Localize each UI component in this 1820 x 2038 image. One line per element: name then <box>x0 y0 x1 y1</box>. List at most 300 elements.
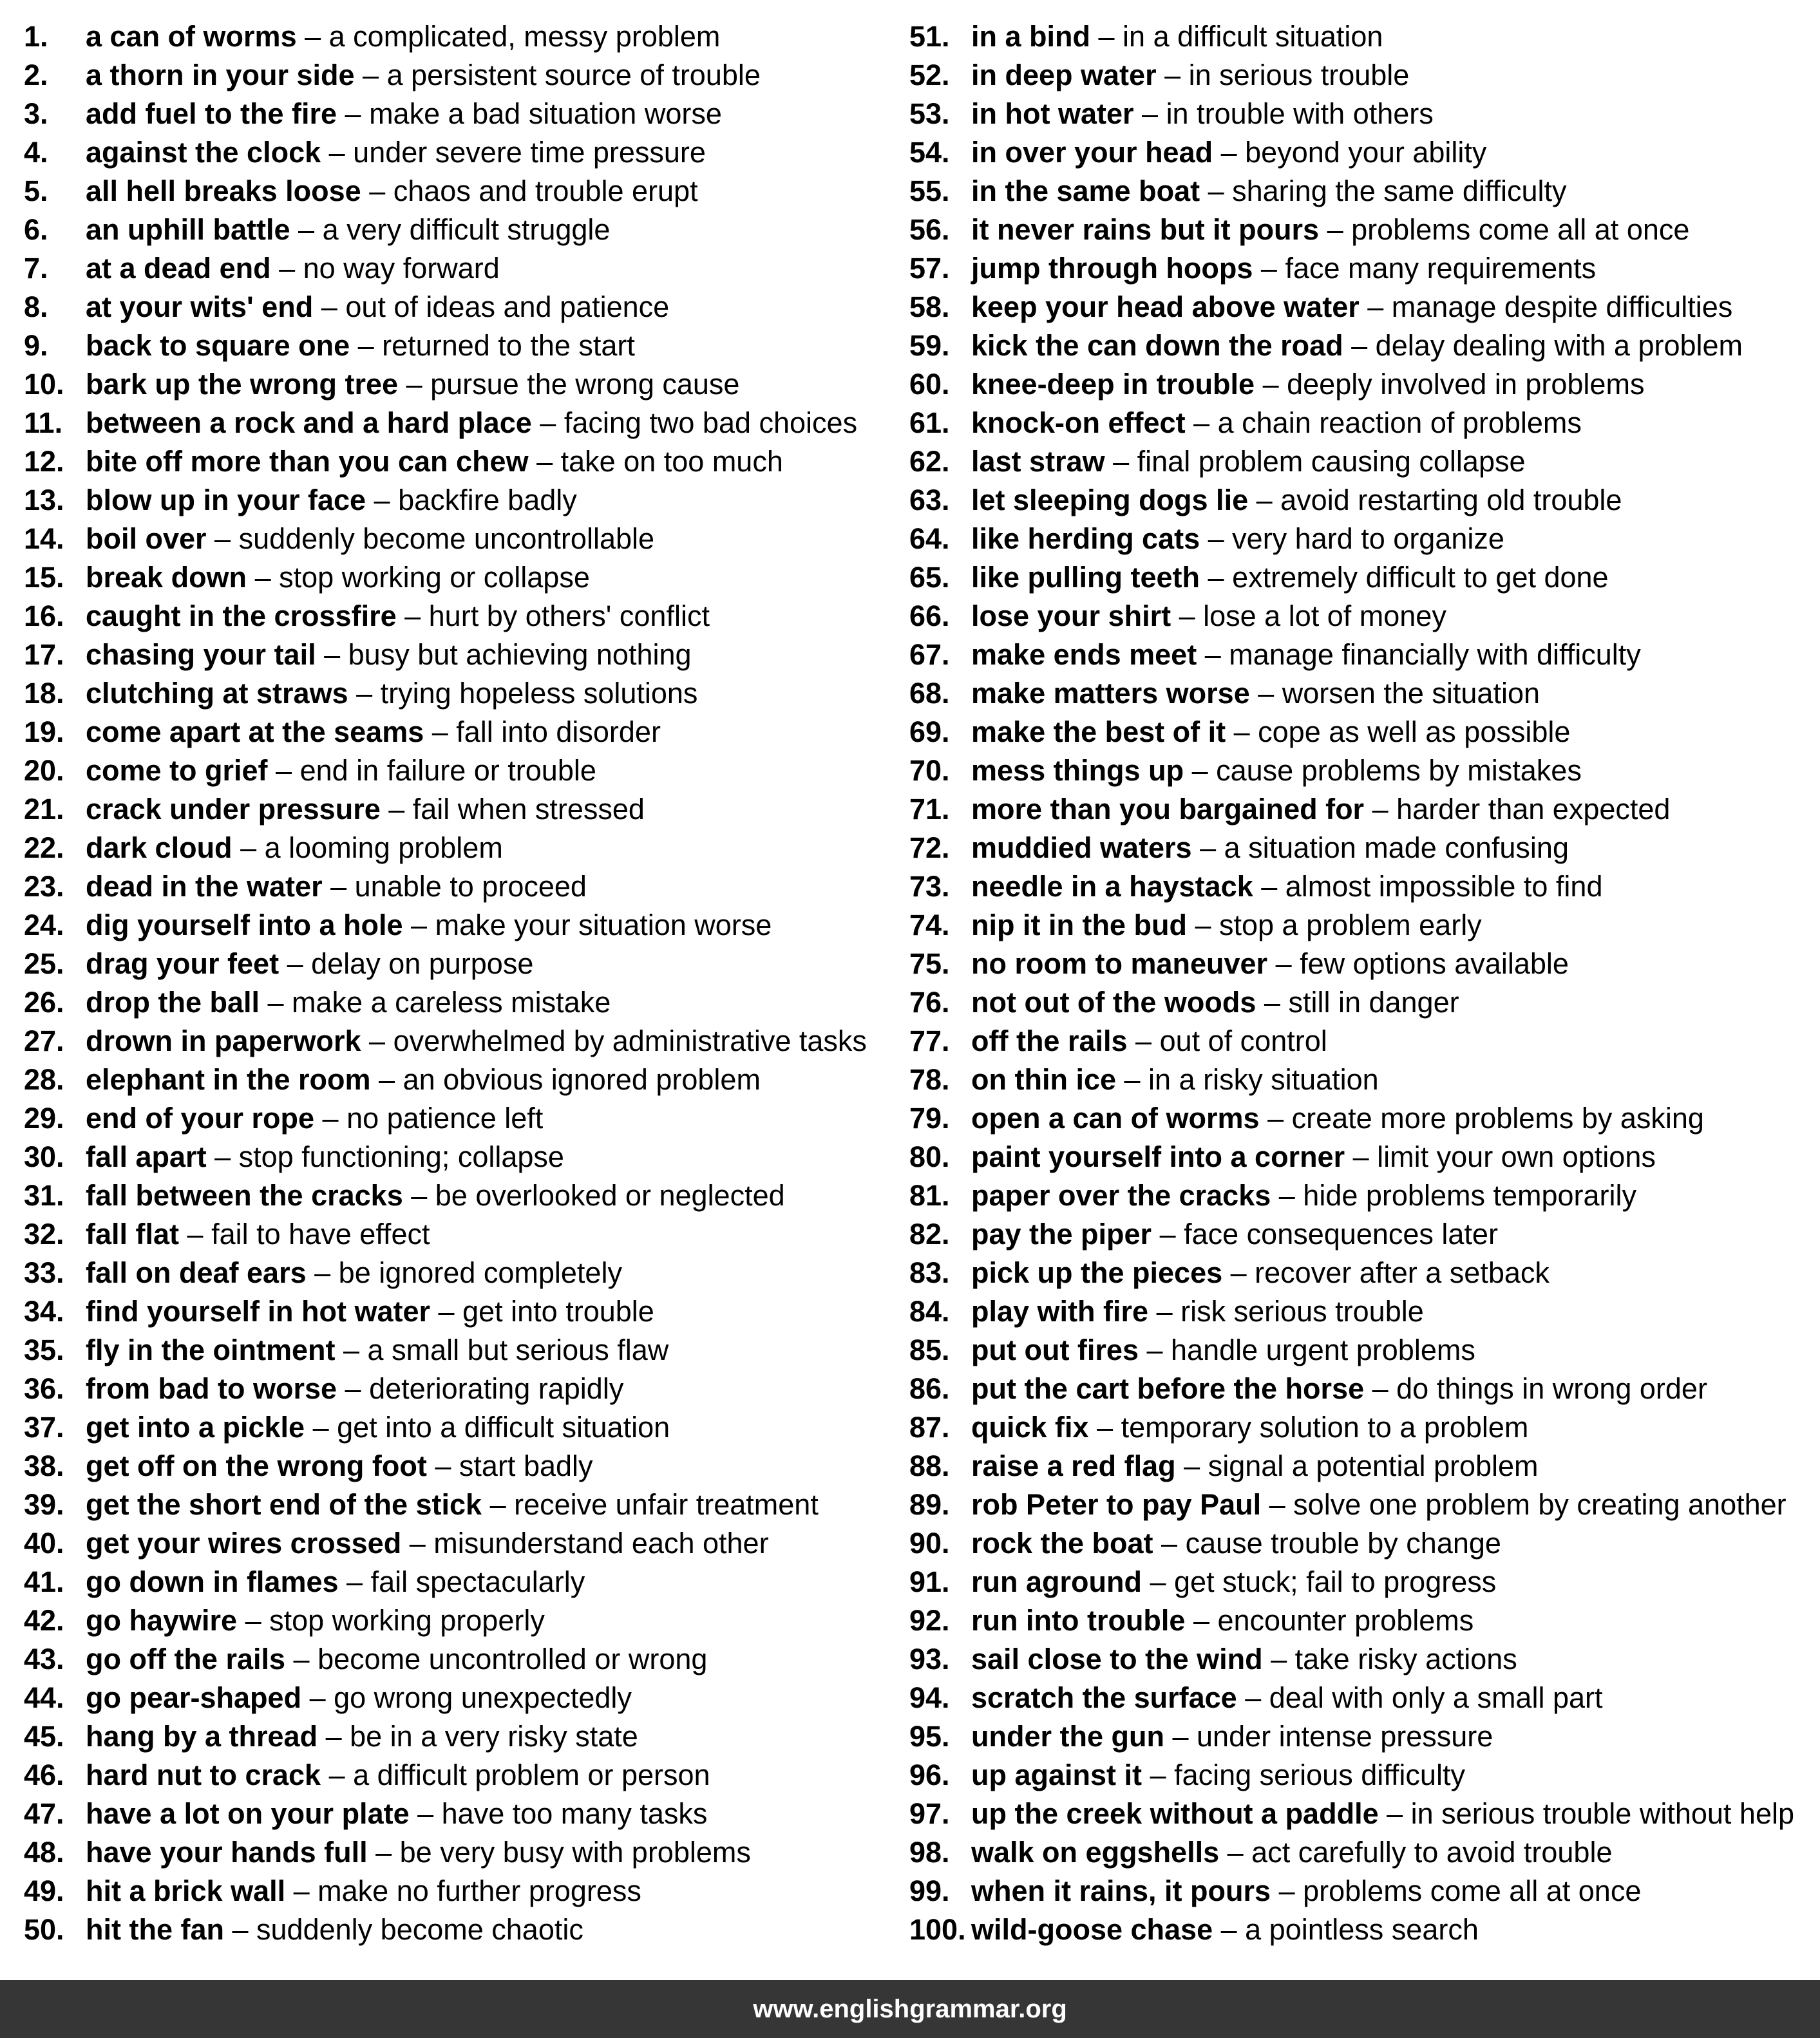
item-text <box>86 17 720 56</box>
idiom-phrase: come apart at the seams <box>86 715 424 748</box>
separator-dash: – <box>1343 329 1376 362</box>
item-text <box>971 442 1526 481</box>
separator-dash: – <box>1186 909 1219 941</box>
item-text <box>971 674 1540 713</box>
item-number: 87. <box>909 1411 950 1444</box>
separator-dash: – <box>316 638 348 671</box>
item-text <box>971 597 1446 636</box>
idiom-meaning: in trouble with others <box>1166 97 1434 130</box>
idiom-meaning: facing serious difficulty <box>1174 1759 1465 1791</box>
item-number: 45. <box>24 1720 64 1753</box>
item-number: 89. <box>909 1488 950 1521</box>
separator-dash: – <box>321 136 354 169</box>
idiom-phrase: scratch the surface <box>971 1681 1237 1714</box>
separator-dash: – <box>232 831 265 864</box>
idiom-meaning: in a difficult situation <box>1123 20 1383 53</box>
idiom-meaning: problems come all at once <box>1303 1874 1642 1907</box>
separator-dash: – <box>318 1720 350 1753</box>
separator-dash: – <box>1133 97 1166 130</box>
separator-dash: – <box>1378 1797 1411 1830</box>
separator-dash: – <box>1259 1102 1292 1135</box>
separator-dash: – <box>306 1256 339 1289</box>
idiom-meaning: limit your own options <box>1377 1140 1656 1173</box>
idiom-meaning: solve one problem by creating another <box>1293 1488 1787 1521</box>
item-number: 81. <box>909 1179 950 1212</box>
idiom-meaning: delay dealing with a problem <box>1375 329 1743 362</box>
item-text <box>971 1524 1501 1563</box>
idiom-phrase: muddied waters <box>971 831 1192 864</box>
separator-dash: – <box>367 1836 400 1869</box>
item-text <box>971 1061 1379 1099</box>
item-text <box>971 1563 1496 1601</box>
idiom-phrase: get your wires crossed <box>86 1527 402 1560</box>
item-text <box>86 442 783 481</box>
idiom-phrase: crack under pressure <box>86 793 381 826</box>
idiom-phrase: make matters worse <box>971 677 1250 710</box>
item-text <box>971 1176 1636 1215</box>
item-number: 8. <box>24 290 48 323</box>
separator-dash: – <box>321 1759 354 1791</box>
idiom-phrase: a thorn in your side <box>86 59 355 91</box>
item-number: 69. <box>909 715 950 748</box>
idiom-meaning: receive unfair treatment <box>514 1488 819 1521</box>
item-number: 48. <box>24 1836 64 1869</box>
idiom-meaning: worsen the situation <box>1282 677 1540 710</box>
idiom-meaning: a chain reaction of problems <box>1217 406 1582 439</box>
separator-dash: – <box>1222 1256 1255 1289</box>
separator-dash: – <box>1253 252 1285 285</box>
item-text <box>971 95 1434 133</box>
item-number: 95. <box>909 1720 950 1753</box>
separator-dash: – <box>1271 1874 1303 1907</box>
separator-dash: – <box>1171 599 1204 632</box>
idiom-meaning: face many requirements <box>1285 252 1597 285</box>
item-number: 53. <box>909 97 950 130</box>
idiom-meaning: encounter problems <box>1217 1604 1474 1637</box>
idiom-meaning: be in a very risky state <box>350 1720 638 1753</box>
separator-dash: – <box>337 97 370 130</box>
item-number: 47. <box>24 1797 64 1830</box>
separator-dash: – <box>1141 1565 1175 1598</box>
idiom-phrase: up the creek without a paddle <box>971 1797 1379 1830</box>
idiom-meaning: take on too much <box>560 445 783 478</box>
item-text <box>86 945 533 983</box>
item-number: 58. <box>909 290 950 323</box>
idiom-meaning: suddenly become uncontrollable <box>238 522 655 555</box>
idiom-phrase: in the same boat <box>971 175 1200 207</box>
idiom-meaning: start badly <box>459 1449 593 1482</box>
item-number: 56. <box>909 213 950 246</box>
item-number: 43. <box>24 1643 64 1675</box>
item-text <box>86 636 692 674</box>
item-number: 88. <box>909 1449 950 1482</box>
item-text <box>86 1254 622 1292</box>
item-number: 100. <box>909 1913 966 1946</box>
idiom-meaning: a very difficult struggle <box>322 213 611 246</box>
item-text <box>86 1370 623 1408</box>
idiom-phrase: have your hands full <box>86 1836 368 1869</box>
idiom-meaning: a situation made confusing <box>1224 831 1569 864</box>
item-number: 34. <box>24 1295 64 1328</box>
separator-dash: – <box>361 1024 393 1057</box>
item-text <box>971 983 1459 1022</box>
item-number: 96. <box>909 1759 950 1791</box>
item-text <box>971 1911 1479 1949</box>
idiom-phrase: go pear-shaped <box>86 1681 302 1714</box>
idiom-meaning: be ignored completely <box>338 1256 622 1289</box>
idiom-meaning: risk serious trouble <box>1180 1295 1424 1328</box>
idiom-phrase: boil over <box>86 522 207 555</box>
item-number: 6. <box>24 213 48 246</box>
idiom-meaning: no way forward <box>303 252 500 285</box>
separator-dash: – <box>409 1797 442 1830</box>
idiom-phrase: clutching at straws <box>86 677 348 710</box>
item-text <box>86 172 698 211</box>
item-number: 20. <box>24 754 64 787</box>
item-text <box>86 867 587 906</box>
separator-dash: – <box>401 1527 434 1560</box>
idiom-meaning: act carefully to avoid trouble <box>1251 1836 1613 1869</box>
separator-dash: – <box>335 1334 368 1366</box>
idiom-phrase: knock-on effect <box>971 406 1186 439</box>
separator-dash: – <box>322 870 355 903</box>
separator-dash: – <box>206 1140 239 1173</box>
idiom-meaning: be overlooked or neglected <box>435 1179 785 1212</box>
idiom-phrase: open a can of worms <box>971 1102 1260 1135</box>
idiom-phrase: rob Peter to pay Paul <box>971 1488 1262 1521</box>
item-number: 37. <box>24 1411 64 1444</box>
idiom-meaning: fail to have effect <box>211 1218 430 1250</box>
separator-dash: – <box>223 1913 257 1946</box>
idiom-meaning: extremely difficult to get done <box>1232 561 1609 594</box>
separator-dash: – <box>1153 1527 1186 1560</box>
idiom-meaning: unable to proceed <box>354 870 587 903</box>
idiom-meaning: make a bad situation worse <box>369 97 722 130</box>
item-number: 71. <box>909 793 950 826</box>
idiom-phrase: like herding cats <box>971 522 1200 555</box>
item-number: 9. <box>24 329 48 362</box>
item-text <box>971 1833 1612 1872</box>
separator-dash: – <box>1090 20 1123 53</box>
item-number: 64. <box>909 522 950 555</box>
idiom-meaning: avoid restarting old trouble <box>1280 484 1622 516</box>
item-text <box>971 1679 1603 1717</box>
separator-dash: – <box>1175 1449 1208 1482</box>
idiom-meaning: deteriorating rapidly <box>369 1372 624 1405</box>
item-number: 67. <box>909 638 950 671</box>
idiom-meaning: have too many tasks <box>441 1797 708 1830</box>
idiom-phrase: more than you bargained for <box>971 793 1365 826</box>
idiom-phrase: put out fires <box>971 1334 1139 1366</box>
idiom-meaning: end in failure or trouble <box>299 754 596 787</box>
item-text <box>971 1099 1704 1138</box>
idiom-meaning: problems come all at once <box>1351 213 1690 246</box>
separator-dash: – <box>348 677 381 710</box>
idiom-phrase: run into trouble <box>971 1604 1186 1637</box>
idiom-meaning: in serious trouble without help <box>1410 1797 1794 1830</box>
item-text <box>86 1099 543 1138</box>
item-text <box>86 520 654 558</box>
idiom-phrase: let sleeping dogs lie <box>971 484 1249 516</box>
separator-dash: – <box>270 252 303 285</box>
separator-dash: – <box>1255 368 1287 401</box>
idiom-meaning: handle urgent problems <box>1171 1334 1475 1366</box>
separator-dash: – <box>1237 1681 1269 1714</box>
item-number: 27. <box>24 1024 64 1057</box>
idiom-meaning: chaos and trouble erupt <box>393 175 698 207</box>
item-number: 63. <box>909 484 950 516</box>
separator-dash: – <box>1262 1643 1295 1675</box>
idiom-meaning: backfire badly <box>398 484 577 516</box>
item-text <box>86 288 669 326</box>
separator-dash: – <box>380 793 413 826</box>
idiom-phrase: find yourself in hot water <box>86 1295 431 1328</box>
separator-dash: – <box>1127 1024 1160 1057</box>
item-number: 11. <box>24 406 63 439</box>
idiom-meaning: sharing the same difficulty <box>1232 175 1567 207</box>
item-text <box>971 829 1569 867</box>
idiom-meaning: fall into disorder <box>456 715 661 748</box>
idiom-meaning: no patience left <box>346 1102 544 1135</box>
idiom-phrase: pick up the pieces <box>971 1256 1223 1289</box>
item-text <box>86 1061 761 1099</box>
idiom-phrase: all hell breaks loose <box>86 175 361 207</box>
item-number: 73. <box>909 870 950 903</box>
item-number: 44. <box>24 1681 64 1714</box>
idiom-meaning: cause trouble by change <box>1185 1527 1501 1560</box>
idiom-phrase: bark up the wrong tree <box>86 368 399 401</box>
item-number: 35. <box>24 1334 64 1366</box>
item-number: 85. <box>909 1334 950 1366</box>
item-text <box>86 1640 707 1679</box>
separator-dash: – <box>1088 1411 1121 1444</box>
idiom-phrase: between a rock and a hard place <box>86 406 532 439</box>
item-text <box>86 751 596 790</box>
item-text <box>86 713 661 751</box>
item-text <box>971 365 1644 404</box>
item-number: 19. <box>24 715 64 748</box>
item-text <box>86 1524 769 1563</box>
separator-dash: – <box>237 1604 270 1637</box>
item-number: 51. <box>909 20 950 53</box>
idiom-meaning: deeply involved in problems <box>1287 368 1645 401</box>
separator-dash: – <box>1249 677 1282 710</box>
item-text <box>971 1254 1550 1292</box>
item-text <box>86 1833 751 1872</box>
item-text <box>971 945 1569 983</box>
separator-dash: – <box>285 1643 318 1675</box>
idiom-meaning: make a careless mistake <box>292 986 611 1019</box>
separator-dash: – <box>1345 1140 1378 1173</box>
item-number: 66. <box>909 599 950 632</box>
idiom-phrase: needle in a haystack <box>971 870 1253 903</box>
idiom-meaning: lose a lot of money <box>1203 599 1446 632</box>
idiom-meaning: make no further progress <box>318 1874 641 1907</box>
idiom-phrase: go off the rails <box>86 1643 286 1675</box>
item-text <box>86 1292 654 1331</box>
idiom-meaning: make your situation worse <box>435 909 772 941</box>
item-number: 84. <box>909 1295 950 1328</box>
separator-dash: – <box>290 213 323 246</box>
item-number: 25. <box>24 947 64 980</box>
item-number: 41. <box>24 1565 64 1598</box>
item-number: 42. <box>24 1604 64 1637</box>
item-text <box>86 1138 564 1176</box>
idiom-meaning: hide problems temporarily <box>1303 1179 1637 1212</box>
separator-dash: – <box>1184 754 1217 787</box>
separator-dash: – <box>1364 1372 1397 1405</box>
separator-dash: – <box>1213 1913 1246 1946</box>
item-text <box>86 1911 583 1949</box>
idiom-phrase: have a lot on your plate <box>86 1797 410 1830</box>
separator-dash: – <box>1197 638 1229 671</box>
idiom-meaning: temporary solution to a problem <box>1121 1411 1529 1444</box>
idiom-phrase: from bad to worse <box>86 1372 337 1405</box>
item-text <box>971 1408 1528 1447</box>
idiom-phrase: in deep water <box>971 59 1157 91</box>
item-number: 93. <box>909 1643 950 1675</box>
separator-dash: – <box>1271 1179 1303 1212</box>
idiom-phrase: fall apart <box>86 1140 207 1173</box>
item-number: 79. <box>909 1102 950 1135</box>
idiom-phrase: quick fix <box>971 1411 1089 1444</box>
item-number: 90. <box>909 1527 950 1560</box>
item-number: 97. <box>909 1797 950 1830</box>
idiom-meaning: suddenly become chaotic <box>256 1913 583 1946</box>
separator-dash: – <box>528 445 561 478</box>
item-text <box>971 17 1383 56</box>
separator-dash: – <box>1142 1759 1175 1791</box>
separator-dash: – <box>179 1218 212 1250</box>
idiom-meaning: a difficult problem or person <box>353 1759 710 1791</box>
item-number: 18. <box>24 677 64 710</box>
item-text <box>86 1408 670 1447</box>
idiom-meaning: almost impossible to find <box>1285 870 1603 903</box>
idiom-meaning: a pointless search <box>1245 1913 1479 1946</box>
separator-dash: – <box>1164 1720 1197 1753</box>
idiom-meaning: stop a problem early <box>1218 909 1482 941</box>
idiom-phrase: drag your feet <box>86 947 280 980</box>
idiom-meaning: manage despite difficulties <box>1391 290 1733 323</box>
item-number: 26. <box>24 986 64 1019</box>
item-number: 59. <box>909 329 950 362</box>
idiom-meaning: a looming problem <box>264 831 503 864</box>
item-number: 99. <box>909 1874 950 1907</box>
idiom-phrase: rock the boat <box>971 1527 1153 1560</box>
item-text <box>971 1717 1493 1756</box>
idiom-phrase: raise a red flag <box>971 1449 1176 1482</box>
item-number: 30. <box>24 1140 64 1173</box>
idiom-meaning: under severe time pressure <box>353 136 706 169</box>
idiom-meaning: manage financially with difficulty <box>1229 638 1641 671</box>
item-number: 50. <box>24 1913 64 1946</box>
item-text <box>971 1447 1539 1486</box>
item-number: 22. <box>24 831 64 864</box>
idiom-phrase: make ends meet <box>971 638 1197 671</box>
separator-dash: – <box>1138 1334 1171 1366</box>
item-number: 4. <box>24 136 48 169</box>
idiom-meaning: in serious trouble <box>1188 59 1410 91</box>
item-text <box>86 481 577 520</box>
idiom-phrase: a can of worms <box>86 20 297 53</box>
item-text <box>86 1331 668 1370</box>
idiom-meaning: signal a potential problem <box>1208 1449 1539 1482</box>
idiom-phrase: get the short end of the stick <box>86 1488 482 1521</box>
separator-dash: – <box>482 1488 515 1521</box>
separator-dash: – <box>1148 1295 1181 1328</box>
item-number: 80. <box>909 1140 950 1173</box>
idiom-phrase: sail close to the wind <box>971 1643 1263 1675</box>
idiom-phrase: fall on deaf ears <box>86 1256 307 1289</box>
idiom-phrase: dark cloud <box>86 831 232 864</box>
idiom-phrase: fly in the ointment <box>86 1334 336 1366</box>
idiom-meaning: recover after a setback <box>1255 1256 1550 1289</box>
idiom-phrase: chasing your tail <box>86 638 316 671</box>
separator-dash: – <box>1116 1063 1149 1096</box>
item-number: 28. <box>24 1063 64 1096</box>
item-text <box>971 1640 1517 1679</box>
item-text <box>971 558 1609 597</box>
item-text <box>971 1795 1794 1833</box>
idiom-phrase: come to grief <box>86 754 268 787</box>
item-text <box>971 1370 1707 1408</box>
item-number: 57. <box>909 252 950 285</box>
item-number: 98. <box>909 1836 950 1869</box>
item-number: 31. <box>24 1179 64 1212</box>
idiom-phrase: keep your head above water <box>971 290 1360 323</box>
idiom-phrase: in a bind <box>971 20 1090 53</box>
item-number: 13. <box>24 484 64 516</box>
idiom-phrase: get into a pickle <box>86 1411 305 1444</box>
item-text <box>86 365 739 404</box>
idiom-phrase: drown in paperwork <box>86 1024 361 1057</box>
idiom-meaning: get into trouble <box>462 1295 654 1328</box>
item-text <box>971 56 1409 95</box>
item-number: 14. <box>24 522 64 555</box>
item-text <box>971 133 1486 172</box>
idiom-phrase: when it rains, it pours <box>971 1874 1271 1907</box>
separator-dash: – <box>361 175 393 207</box>
item-text <box>86 404 857 442</box>
idiom-phrase: in hot water <box>971 97 1134 130</box>
separator-dash: – <box>1319 213 1352 246</box>
item-text <box>971 481 1622 520</box>
separator-dash: – <box>314 1102 347 1135</box>
item-text <box>971 1292 1424 1331</box>
item-text <box>971 636 1641 674</box>
separator-dash: – <box>279 947 312 980</box>
separator-dash: – <box>1213 136 1246 169</box>
item-text <box>971 249 1596 288</box>
idiom-meaning: returned to the start <box>382 329 635 362</box>
idiom-phrase: blow up in your face <box>86 484 366 516</box>
separator-dash: – <box>403 1179 435 1212</box>
item-number: 49. <box>24 1874 64 1907</box>
item-number: 16. <box>24 599 64 632</box>
separator-dash: – <box>1219 1836 1252 1869</box>
idiom-phrase: put the cart before the horse <box>971 1372 1365 1405</box>
separator-dash: – <box>1256 986 1289 1019</box>
idiom-phrase: like pulling teeth <box>971 561 1200 594</box>
item-number: 12. <box>24 445 64 478</box>
idiom-phrase: fall flat <box>86 1218 180 1250</box>
idiom-phrase: an uphill battle <box>86 213 290 246</box>
separator-dash: – <box>1200 175 1233 207</box>
item-text <box>86 1486 819 1524</box>
separator-dash: – <box>1267 947 1300 980</box>
separator-dash: – <box>370 1063 403 1096</box>
item-number: 36. <box>24 1372 64 1405</box>
